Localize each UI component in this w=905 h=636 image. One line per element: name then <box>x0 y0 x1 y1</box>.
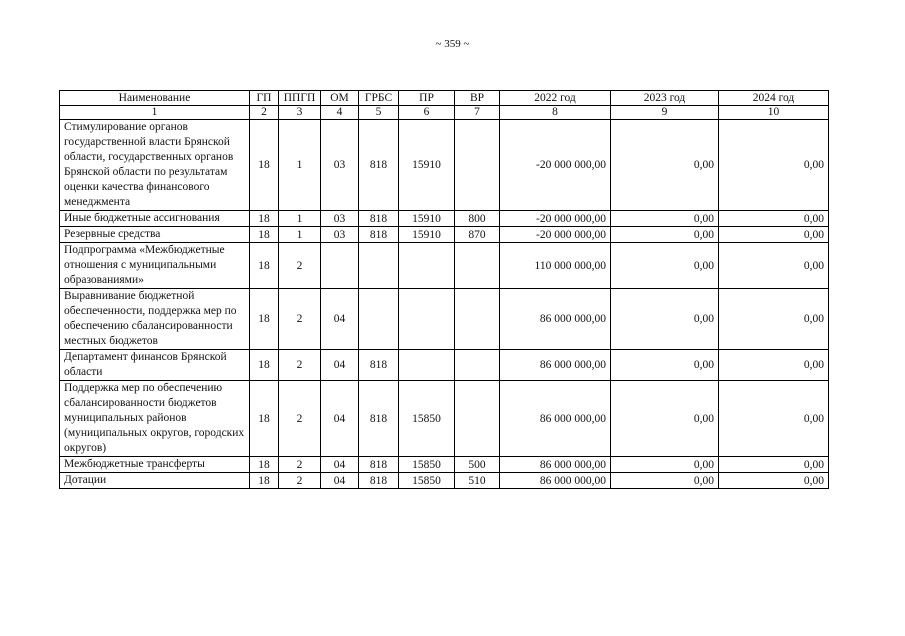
row-name: Резервные средства <box>60 227 250 243</box>
col-header-2023: 2023 год <box>611 91 719 106</box>
cell-2024: 0,00 <box>719 211 829 227</box>
cell-gp: 18 <box>250 473 279 489</box>
row-name: Дотации <box>60 473 250 489</box>
table-row <box>60 381 829 457</box>
cell-2023: 0,00 <box>611 227 719 243</box>
row-name: Стимулирование органов государственной власти Брянской области, государственных органов Брянской области по результатам оценки качества финансового менеджмента <box>60 120 250 211</box>
cell-ppgp: 1 <box>279 120 321 211</box>
cell-ppgp: 2 <box>279 381 321 457</box>
column-number: 2 <box>250 106 279 120</box>
table-row <box>60 289 829 350</box>
col-header-grbs: ГРБС <box>359 91 399 106</box>
row-name: Поддержка мер по обеспечению сбалансированности бюджетов муниципальных районов (муниципальных округов, городских округов) <box>60 381 250 457</box>
cell-om: 03 <box>321 120 359 211</box>
cell-grbs: 818 <box>359 211 399 227</box>
cell-gp: 18 <box>250 120 279 211</box>
cell-ppgp: 1 <box>279 227 321 243</box>
cell-pr: 15910 <box>399 211 455 227</box>
cell-om: 03 <box>321 211 359 227</box>
cell-2024: 0,00 <box>719 227 829 243</box>
cell-pr <box>399 289 455 350</box>
column-number: 7 <box>455 106 500 120</box>
cell-vr <box>455 289 500 350</box>
cell-vr: 800 <box>455 211 500 227</box>
cell-ppgp: 2 <box>279 457 321 473</box>
cell-gp: 18 <box>250 243 279 289</box>
cell-grbs: 818 <box>359 350 399 381</box>
cell-vr: 510 <box>455 473 500 489</box>
cell-pr: 15850 <box>399 457 455 473</box>
table-row <box>60 473 829 489</box>
cell-2024: 0,00 <box>719 381 829 457</box>
cell-2024: 0,00 <box>719 243 829 289</box>
table-row <box>60 350 829 381</box>
col-header-2024: 2024 год <box>719 91 829 106</box>
column-number: 9 <box>611 106 719 120</box>
column-number: 6 <box>399 106 455 120</box>
cell-2023: 0,00 <box>611 457 719 473</box>
table-row <box>60 120 829 211</box>
cell-vr <box>455 350 500 381</box>
cell-om: 04 <box>321 473 359 489</box>
table-row <box>60 227 829 243</box>
page-number: ~ 359 ~ <box>435 38 470 50</box>
cell-grbs: 818 <box>359 120 399 211</box>
row-name: Департамент финансов Брянской области <box>60 350 250 381</box>
cell-pr <box>399 243 455 289</box>
cell-2023: 0,00 <box>611 289 719 350</box>
cell-gp: 18 <box>250 211 279 227</box>
cell-2023: 0,00 <box>611 473 719 489</box>
cell-om <box>321 243 359 289</box>
cell-2022: -20 000 000,00 <box>500 227 611 243</box>
col-header-om: ОМ <box>321 91 359 106</box>
cell-2023: 0,00 <box>611 211 719 227</box>
cell-grbs: 818 <box>359 473 399 489</box>
row-name: Межбюджетные трансферты <box>60 457 250 473</box>
cell-ppgp: 2 <box>279 350 321 381</box>
cell-gp: 18 <box>250 350 279 381</box>
cell-2022: 86 000 000,00 <box>500 457 611 473</box>
cell-vr: 500 <box>455 457 500 473</box>
cell-pr: 15910 <box>399 227 455 243</box>
cell-2023: 0,00 <box>611 381 719 457</box>
cell-grbs: 818 <box>359 381 399 457</box>
cell-2024: 0,00 <box>719 473 829 489</box>
column-number: 5 <box>359 106 399 120</box>
cell-ppgp: 1 <box>279 211 321 227</box>
column-number-row <box>60 106 829 120</box>
cell-pr: 15850 <box>399 381 455 457</box>
cell-2022: 110 000 000,00 <box>500 243 611 289</box>
table-row <box>60 211 829 227</box>
col-header-ppgp: ППГП <box>279 91 321 106</box>
cell-pr: 15850 <box>399 473 455 489</box>
cell-om: 04 <box>321 381 359 457</box>
cell-om: 03 <box>321 227 359 243</box>
cell-grbs: 818 <box>359 457 399 473</box>
cell-2023: 0,00 <box>611 120 719 211</box>
cell-om: 04 <box>321 289 359 350</box>
cell-2024: 0,00 <box>719 457 829 473</box>
cell-2022: 86 000 000,00 <box>500 289 611 350</box>
col-header-2022: 2022 год <box>500 91 611 106</box>
cell-pr <box>399 350 455 381</box>
column-number: 8 <box>500 106 611 120</box>
budget-table <box>59 90 829 489</box>
cell-2022: 86 000 000,00 <box>500 381 611 457</box>
cell-2024: 0,00 <box>719 350 829 381</box>
cell-om: 04 <box>321 350 359 381</box>
cell-gp: 18 <box>250 227 279 243</box>
cell-vr <box>455 243 500 289</box>
header-row <box>60 91 829 106</box>
cell-gp: 18 <box>250 289 279 350</box>
cell-grbs <box>359 289 399 350</box>
cell-2024: 0,00 <box>719 289 829 350</box>
table-row <box>60 243 829 289</box>
cell-vr: 870 <box>455 227 500 243</box>
cell-gp: 18 <box>250 457 279 473</box>
row-name: Выравнивание бюджетной обеспеченности, поддержка мер по обеспечению сбалансированности местных бюджетов <box>60 289 250 350</box>
column-number: 4 <box>321 106 359 120</box>
cell-grbs: 818 <box>359 227 399 243</box>
cell-2023: 0,00 <box>611 350 719 381</box>
column-number: 10 <box>719 106 829 120</box>
cell-2022: -20 000 000,00 <box>500 120 611 211</box>
cell-2024: 0,00 <box>719 120 829 211</box>
cell-ppgp: 2 <box>279 243 321 289</box>
cell-2022: -20 000 000,00 <box>500 211 611 227</box>
col-header-name: Наименование <box>60 91 250 106</box>
cell-pr: 15910 <box>399 120 455 211</box>
cell-gp: 18 <box>250 381 279 457</box>
row-name: Подпрограмма «Межбюджетные отношения с муниципальными образованиями» <box>60 243 250 289</box>
cell-grbs <box>359 243 399 289</box>
cell-om: 04 <box>321 457 359 473</box>
cell-ppgp: 2 <box>279 289 321 350</box>
col-header-gp: ГП <box>250 91 279 106</box>
cell-2023: 0,00 <box>611 243 719 289</box>
cell-2022: 86 000 000,00 <box>500 473 611 489</box>
table-row <box>60 457 829 473</box>
col-header-pr: ПР <box>399 91 455 106</box>
cell-vr <box>455 120 500 211</box>
cell-ppgp: 2 <box>279 473 321 489</box>
cell-vr <box>455 381 500 457</box>
column-number: 1 <box>60 106 250 120</box>
col-header-vr: ВР <box>455 91 500 106</box>
row-name: Иные бюджетные ассигнования <box>60 211 250 227</box>
cell-2022: 86 000 000,00 <box>500 350 611 381</box>
column-number: 3 <box>279 106 321 120</box>
